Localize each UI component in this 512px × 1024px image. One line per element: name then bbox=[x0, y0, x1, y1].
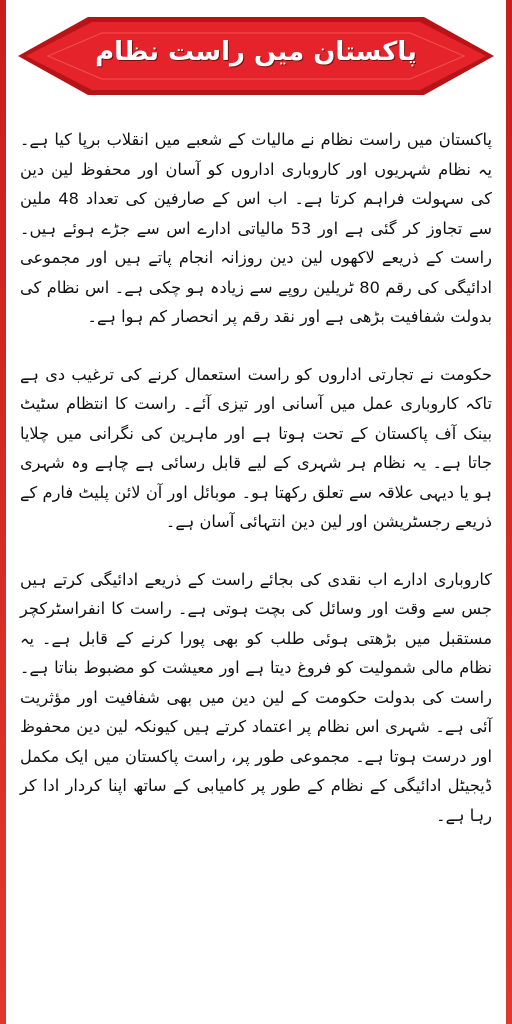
article-body bbox=[20, 125, 492, 830]
paragraph-3: کاروباری ادارے اب نقدی کی بجائے راست کے ذریعے ادائیگی کرتے ہیں جس سے وقت اور وسائل کی بچت ہوتی ہے۔ راست کا انفراسٹرکچر مستقبل میں بڑھتی ہوئی طلب کو بھی پورا کرنے کے قابل ہے۔ یہ نظام مالی شمولیت کو فروغ دیتا ہے اور معیشت کو مضبوط بناتا ہے۔ راست کی بدولت حکومت کے لین دین میں بھی شفافیت اور مؤثریت آئی ہے۔ شہری اس نظام پر اعتماد کرتے ہیں کیونکہ لین دین محفوظ اور درست ہوتا ہے۔ مجموعی طور پر، راست پاکستان میں ایک مکمل ڈیجیٹل ادائیگی کے نظام کے طور پر کامیابی کے ساتھ اپنا کردار ادا کر رہا ہے۔ bbox=[20, 569, 492, 825]
title-banner bbox=[8, 11, 504, 101]
right-red-border bbox=[506, 0, 512, 1024]
page-title: پاکستان میں راست نظام bbox=[95, 37, 417, 67]
paragraph-2: حکومت نے تجارتی اداروں کو راست استعمال کرنے کی ترغیب دی ہے تاکہ کاروباری عمل میں آسانی اور تیزی آئے۔ راست کا انتظام سٹیٹ بینک آف پاکستان کے تحت ہوتا ہے اور ماہرین کی نگرانی میں چلایا جاتا ہے۔ یہ نظام ہر شہری کے لیے قابل رسائی ہے چاہے وہ شہری ہو یا دیہی علاقہ سے تعلق رکھتا ہو۔ موبائل اور آن لائن پلیٹ فارم کے ذریعے رجسٹریشن اور لین دین انتہائی آسان ہے۔ bbox=[20, 364, 492, 531]
left-red-border bbox=[0, 0, 6, 1024]
paragraph-1: پاکستان میں راست نظام نے مالیات کے شعبے میں انقلاب برپا کیا ہے۔ یہ نظام شہریوں اور کاروباری اداروں کو آسان اور محفوظ لین دین کی سہولت فراہم کرتا ہے۔ اب اس کے صارفین کی تعداد 48 ملین سے تجاوز کر گئی ہے اور 53 مالیاتی ادارے اس سے جڑے ہوئے ہیں۔ راست کے ذریعے لاکھوں لین دین روزانہ انجام پاتے ہیں اور مجموعی ادائیگی کی رقم 80 ٹریلین روپے سے زیادہ ہو چکی ہے۔ اس نظام کی بدولت شفافیت بڑھی ہے اور نقد رقم پر انحصار کم ہوا ہے۔ bbox=[20, 130, 492, 326]
